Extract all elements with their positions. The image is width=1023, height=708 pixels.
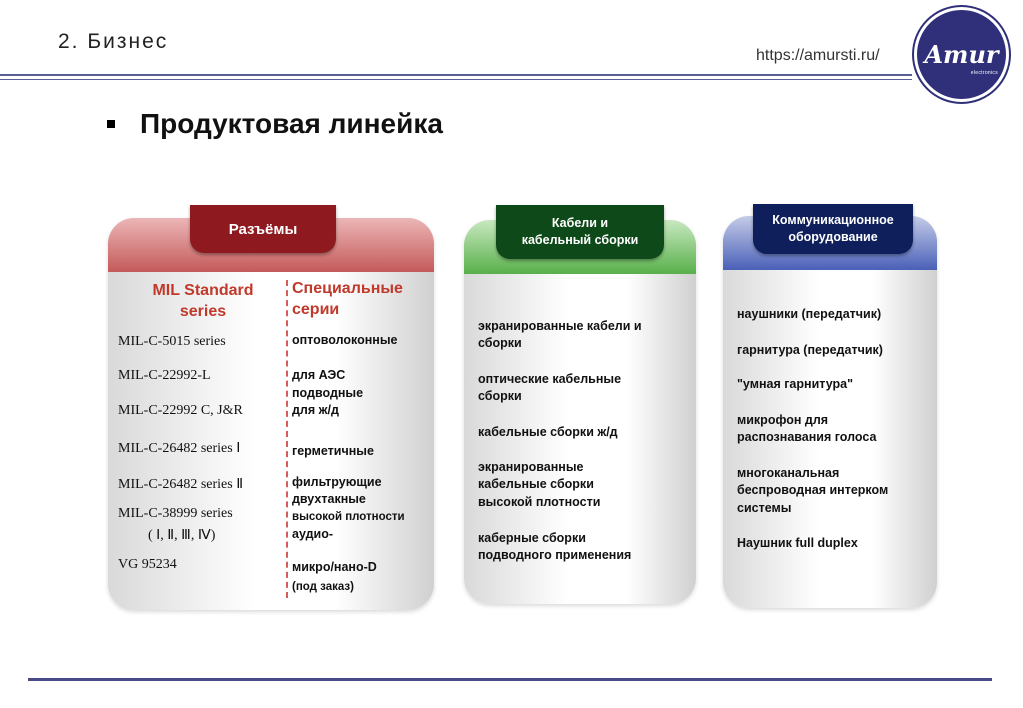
connectors-card bbox=[108, 218, 434, 610]
communication-card bbox=[723, 213, 937, 608]
page-heading: Продуктовая линейка bbox=[140, 108, 443, 139]
footer-rule bbox=[28, 678, 992, 681]
list-item: для ж/д bbox=[292, 403, 339, 417]
list-item: распознавания голоса bbox=[737, 430, 877, 444]
list-item: кабельные сборки bbox=[478, 477, 594, 491]
logo-subtext: electronics bbox=[970, 70, 998, 76]
list-item: ( Ⅰ, Ⅱ, Ⅲ, Ⅳ) bbox=[148, 528, 216, 543]
list-item: микрофон для bbox=[737, 413, 829, 427]
list-item: (под заказ) bbox=[292, 581, 354, 593]
cables-tab-line1: Кабели и bbox=[551, 216, 609, 230]
list-item: гарнитура (передатчик) bbox=[737, 343, 883, 357]
site-url[interactable]: https://amursti.ru/ bbox=[756, 47, 880, 64]
column-divider bbox=[286, 280, 288, 598]
list-item: "умная гарнитура" bbox=[737, 377, 853, 391]
list-item: MIL-C-22992 C, J&R bbox=[118, 403, 243, 418]
list-item: системы bbox=[737, 501, 792, 515]
mil-standard-title: MIL Standard series bbox=[152, 282, 254, 320]
list-item: каберные сборки bbox=[478, 531, 586, 545]
list-item: высокой плотности bbox=[292, 511, 405, 523]
list-item: MIL-C-38999 series bbox=[118, 506, 233, 521]
communication-tab bbox=[753, 204, 913, 254]
list-item: MIL-C-26482 series Ⅱ bbox=[118, 477, 244, 492]
list-item: подводного применения bbox=[478, 548, 632, 562]
list-item: наушники (передатчик) bbox=[737, 307, 882, 321]
list-item: высокой плотности bbox=[478, 495, 601, 509]
list-item: сборки bbox=[478, 336, 522, 350]
list-item: экранированные кабели и bbox=[478, 319, 642, 333]
bullet-icon bbox=[107, 120, 115, 128]
list-item: аудио- bbox=[292, 527, 334, 541]
header-rule-thin bbox=[0, 79, 912, 80]
logo bbox=[914, 7, 1009, 102]
list-item: кабельные сборки ж/д bbox=[478, 425, 618, 439]
list-item: VG 95234 bbox=[118, 557, 177, 572]
cables-tab bbox=[496, 205, 664, 259]
list-item: Наушник full duplex bbox=[737, 536, 858, 550]
list-item: оптические кабельные bbox=[478, 372, 622, 386]
list-item: MIL-C-5015 series bbox=[118, 334, 226, 349]
list-item: фильтрующие bbox=[292, 475, 382, 489]
logo-text: Amur bbox=[924, 40, 999, 69]
list-item: беспроводная интерком bbox=[737, 483, 889, 497]
list-item: MIL-C-26482 series Ⅰ bbox=[118, 441, 241, 456]
communication-tab-line1: Коммуникационное bbox=[772, 213, 894, 227]
list-item: сборки bbox=[478, 389, 522, 403]
list-item: микро/нано-D bbox=[292, 560, 377, 574]
list-item: подводные bbox=[292, 386, 364, 400]
list-item: двухтакные bbox=[292, 492, 366, 506]
list-item: герметичные bbox=[292, 444, 374, 458]
list-item: оптоволоконные bbox=[292, 333, 398, 347]
communication-tab-line2: оборудование bbox=[788, 230, 878, 244]
list-item: экранированные bbox=[478, 460, 584, 474]
section-title: 2. Бизнес bbox=[58, 30, 169, 53]
list-item: MIL-C-22992-L bbox=[118, 368, 211, 383]
special-series-title: Специальные серии bbox=[292, 280, 403, 318]
cables-tab-line2: кабельный сборки bbox=[521, 233, 639, 247]
list-item: для АЭС bbox=[292, 368, 346, 382]
header-rule bbox=[0, 74, 912, 76]
cables-card bbox=[464, 216, 696, 604]
connectors-tab: Разъёмы bbox=[190, 205, 336, 253]
list-item: многоканальная bbox=[737, 466, 840, 480]
